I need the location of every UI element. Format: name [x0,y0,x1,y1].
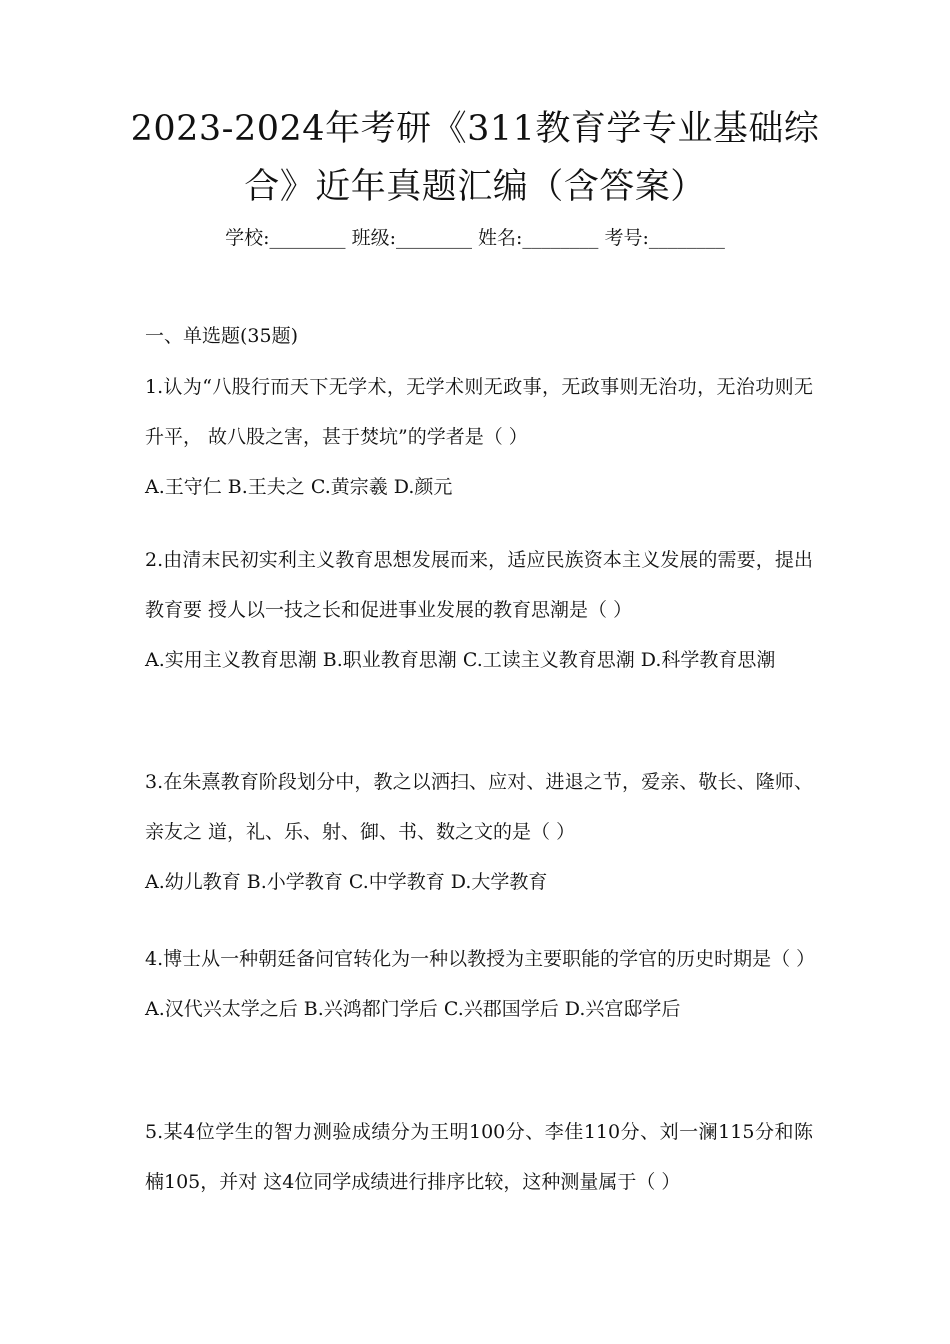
document-title: 2023-2024年考研《311教育学专业基础综合》近年真题汇编（含答案） [130,109,820,207]
question-3 [145,757,813,907]
question-options: A.实用主义教育思潮 B.职业教育思潮 C.工读主义教育思潮 D.科学教育思潮 [145,649,776,671]
exam-number-label: 考号: [604,227,649,249]
name-blank: ________ [522,227,599,249]
question-4 [145,934,816,1034]
question-stem: 5.某4位学生的智力测验成绩分为王明100分、李佳110分、刘一澜115分和陈楠105，并对 这4位同学成绩进行排序比较，这种测量属于（ ） [145,1121,813,1193]
question-options: A.王守仁 B.王夫之 C.黄宗羲 D.颜元 [145,476,453,498]
student-info-line [0,224,950,252]
class-label: 班级: [351,227,396,249]
name-label: 姓名: [478,227,523,249]
question-2 [145,535,813,685]
class-blank: ________ [395,227,472,249]
school-label: 学校: [225,227,270,249]
question-1 [145,362,813,512]
question-stem: 1.认为“八股行而天下无学术，无学术则无政事，无政事则无治功，无治功则无升平， 故八股之害，甚于焚坑”的学者是（ ） [145,376,813,448]
question-stem: 3.在朱熹教育阶段划分中，教之以洒扫、应对、进退之节，爱亲、敬长、隆师、亲友之 道，礼、乐、射、御、书、数之文的是（ ） [145,771,813,843]
exam-number-blank: ________ [648,227,725,249]
question-options: A.汉代兴太学之后 B.兴鸿都门学后 C.兴郡国学后 D.兴宫邸学后 [145,998,681,1020]
question-stem: 2.由清末民初实利主义教育思想发展而来，适应民族资本主义发展的需要，提出教育要 授人以一技之长和促进事业发展的教育思潮是（ ） [145,549,813,621]
section-heading: 一、单选题(35题) [145,325,299,347]
question-stem: 4.博士从一种朝廷备问官转化为一种以教授为主要职能的学官的历史时期是（ ） [145,948,816,970]
question-5 [145,1107,813,1207]
school-blank: ________ [269,227,346,249]
question-options: A.幼儿教育 B.小学教育 C.中学教育 D.大学教育 [145,871,548,893]
